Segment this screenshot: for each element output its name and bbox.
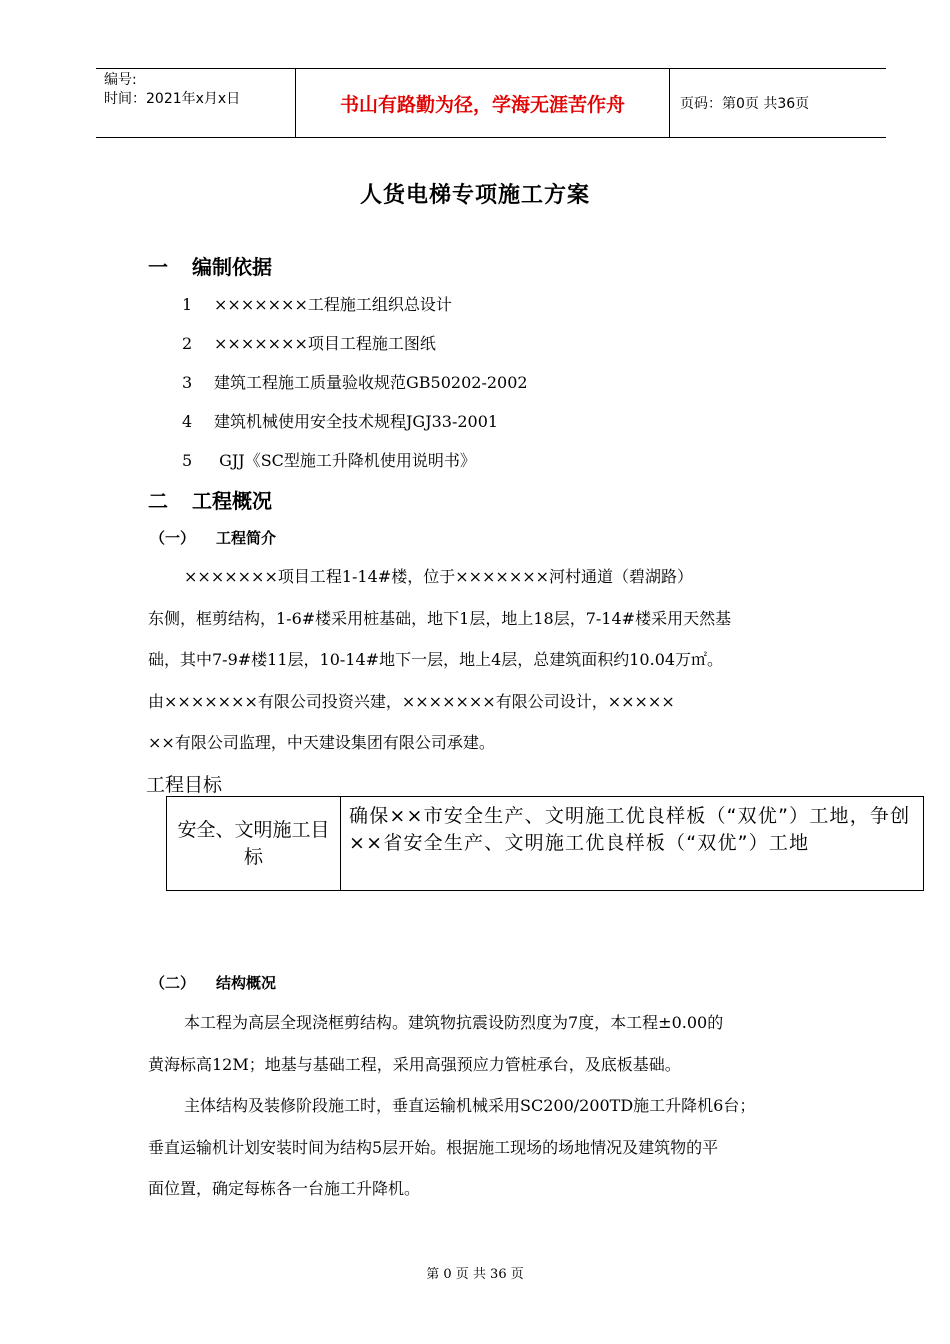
paragraph-line-text: 础，其中7-9#楼11层，10-14#地下一层，地上4层，总建筑面积约10.04万㎡。 [148, 650, 724, 669]
list-item-number: 5 [182, 451, 193, 470]
number-label: 编号: [104, 72, 137, 88]
list-item [182, 292, 452, 315]
subsection-number: （一） [150, 529, 196, 547]
paragraph-line: 东侧，框剪结构，1-6#楼采用桩基础，地下1层，地上18层，7-14#楼采用天然基 [148, 608, 732, 628]
list-item [182, 370, 528, 393]
section-number: 一 [148, 255, 168, 279]
list-item [182, 331, 436, 354]
goal-table [166, 796, 924, 891]
list-item-number: 2 [182, 334, 193, 353]
paragraph-line [148, 1002, 848, 1044]
structure-paragraph [148, 1002, 848, 1210]
section-heading [148, 251, 272, 280]
subsection-heading [150, 527, 276, 548]
paragraph-line [148, 1085, 848, 1127]
list-item-number: 4 [182, 412, 193, 431]
paragraph-line: 由×××××××有限公司投资兴建，×××××××有限公司设计，××××× [148, 691, 675, 711]
subsection-title: 工程简介 [216, 529, 277, 547]
paragraph-line-text: 主体结构及装修阶段施工时，垂直运输机械采用SC200/200TD施工升降机6台； [184, 1096, 756, 1115]
subsection-title: 结构概况 [216, 974, 277, 992]
list-item-text: GJJ《SC型施工升降机使用说明书》 [214, 451, 476, 470]
project-intro-paragraph [148, 556, 848, 764]
goal-heading: 工程目标 [146, 774, 223, 796]
paragraph-line-text: 本工程为高层全现浇框剪结构。建筑物抗震设防烈度为7度，本工程±0.00的 [184, 1013, 724, 1032]
list-item-text: 建筑工程施工质量验收规范GB50202-2002 [214, 373, 528, 392]
subsection-number: （二） [150, 974, 196, 992]
document-title: 人货电梯专项施工方案 [359, 182, 590, 208]
list-item-number: 3 [182, 373, 193, 392]
paragraph-line [148, 556, 848, 598]
list-item-number: 1 [182, 295, 193, 314]
list-item-text: ×××××××工程施工组织总设计 [214, 295, 452, 314]
page-footer: 第 0 页 共 36 页 [426, 1267, 524, 1282]
paragraph-line: ××有限公司监理，中天建设集团有限公司承建。 [148, 733, 495, 752]
header-page-info: 页码：第0页 共36页 [680, 96, 810, 112]
paragraph-line: 垂直运输机计划安装时间为结构5层开始。根据施工现场的场地情况及建筑物的平 [148, 1137, 719, 1157]
section-heading [148, 485, 272, 514]
list-item [182, 409, 498, 432]
header-motto: 书山有路勤为径，学海无涯苦作舟 [296, 69, 670, 137]
subsection-heading [150, 972, 276, 993]
paragraph-line: 黄海标高12M；地基与基础工程，采用高强预应力管桩承台，及底板基础。 [148, 1054, 681, 1074]
paragraph-line: 面位置，确定每栋各一台施工升降机。 [148, 1179, 421, 1198]
goal-key-cell: 安全、文明施工目标 [167, 797, 341, 890]
paragraph-line-text: ×××××××项目工程1-14#楼，位于×××××××河村通道（碧湖路） [184, 567, 694, 586]
section-number: 二 [148, 489, 168, 513]
section-title: 编制依据 [192, 255, 272, 279]
goal-value-cell: 确保××市安全生产、文明施工优良样板（“双优”）工地，争创××省安全生产、文明施工优良样板（“双优”）工地 [349, 805, 911, 854]
time-label: 时间：2021年x月x日 [104, 91, 241, 107]
section-title: 工程概况 [192, 489, 272, 513]
header-meta [96, 69, 296, 137]
list-item [182, 448, 476, 471]
list-item-text: ×××××××项目工程施工图纸 [214, 334, 436, 353]
list-item-text: 建筑机械使用安全技术规程JGJ33-2001 [214, 412, 499, 431]
paragraph-line [148, 639, 848, 681]
document-header [96, 68, 886, 138]
